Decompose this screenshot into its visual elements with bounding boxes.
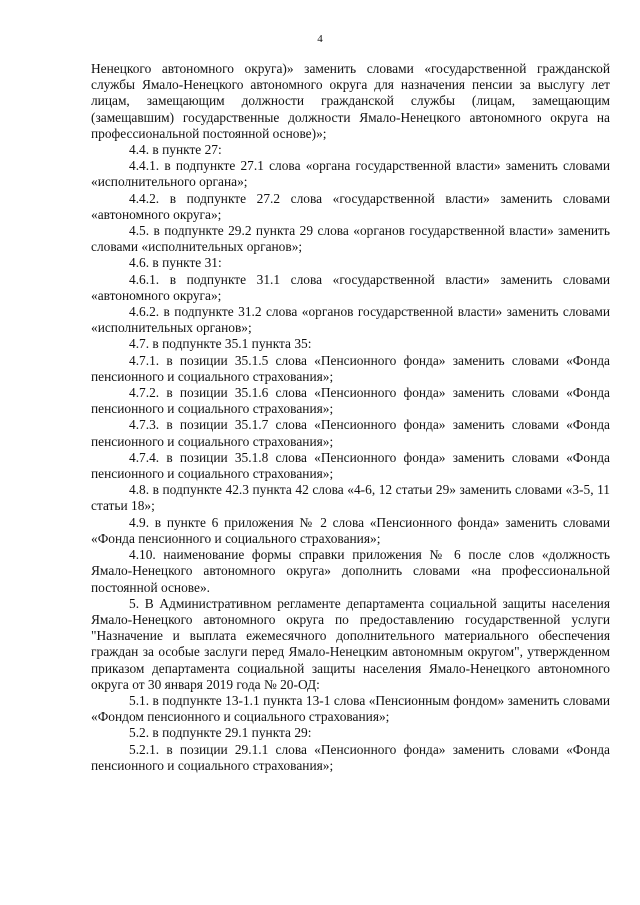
paragraph-5-1: 5.1. в подпункте 13-1.1 пункта 13-1 слова «Пенсионным фондом» заменить словами «Фондом пенсионного и социального страхования»; [91, 692, 610, 725]
paragraph-4-6: 4.6. в пункте 31: [129, 255, 222, 271]
paragraph-4-4: 4.4. в пункте 27: [129, 142, 222, 158]
paragraph-5: 5. В Административном регламенте департамента социальной защиты населения Ямало-Ненецкого автономного округа по предоставлению государственной услуги "Назначение и выплата ежемесячного дополнительного материального обеспечения граждан за особые заслуги перед Ямало-Ненецким автономным округом", утвержденном приказом департамента социальной защиты населения Ямало-Ненецкого автономного округа от 30 января 2019 года № 20-ОД: [91, 595, 610, 692]
paragraph-4-7-2: 4.7.2. в позиции 35.1.6 слова «Пенсионного фонда» заменить словами «Фонда пенсионного и социального страхования»; [91, 385, 610, 417]
paragraph-4-5: 4.5. в подпункте 29.2 пункта 29 слова «органов государственной власти» заменить словами «исполнительных органов»; [91, 223, 610, 255]
paragraph-4-7-1: 4.7.1. в позиции 35.1.5 слова «Пенсионного фонда» заменить словами «Фонда пенсионного и социального страхования»; [91, 352, 610, 384]
paragraph-4-6-2: 4.6.2. в подпункте 31.2 слова «органов государственной власти» заменить словами «исполнительных органов»; [91, 304, 610, 336]
page-number: 4 [317, 33, 323, 45]
paragraph-5-2-1: 5.2.1. в позиции 29.1.1 слова «Пенсионного фонда» заменить словами «Фонда пенсионного и социального страхования»; [91, 741, 610, 773]
paragraph-4-4-2: 4.4.2. в подпункте 27.2 слова «государственной власти» заменить словами «автономного округа»; [91, 190, 610, 222]
paragraph-4-7-4: 4.7.4. в позиции 35.1.8 слова «Пенсионного фонда» заменить словами «Фонда пенсионного и социального страхования»; [91, 449, 610, 482]
paragraph-4-10: 4.10. наименование формы справки приложения № 6 после слов «должность Ямало-Ненецкого автономного округа» дополнить словами «на профессиональной постоянной основе». [91, 547, 610, 595]
paragraph-4-8: 4.8. в подпункте 42.3 пункта 42 слова «4-6, 12 статьи 29» заменить словами «3-5, 11 статьи 18»; [91, 482, 610, 514]
paragraph-continuation: Ненецкого автономного округа)» заменить словами «государственной гражданской службы Ямало-Ненецкого автономного округа для назначения пенсии за выслугу лет лицам, замещающим должности гражданской службы (лицам, замещающим (замещавшим) государственные должности Ямало-Ненецкого автономного округа на профессиональной постоянной основе)»; [91, 61, 610, 141]
paragraph-4-7: 4.7. в подпункте 35.1 пункта 35: [129, 336, 312, 352]
paragraph-4-7-3: 4.7.3. в позиции 35.1.7 слова «Пенсионного фонда» заменить словами «Фонда пенсионного и социального страхования»; [91, 417, 610, 449]
paragraph-4-4-1: 4.4.1. в подпункте 27.1 слова «органа государственной власти» заменить словами «исполнительного органа»; [91, 158, 610, 190]
paragraph-4-9: 4.9. в пункте 6 приложения № 2 слова «Пенсионного фонда» заменить словами «Фонда пенсионного и социального страхования»; [91, 514, 610, 546]
document-body [91, 61, 610, 774]
paragraph-5-2: 5.2. в подпункте 29.1 пункта 29: [129, 725, 312, 741]
paragraph-4-6-1: 4.6.1. в подпункте 31.1 слова «государственной власти» заменить словами «автономного округа»; [91, 271, 610, 303]
